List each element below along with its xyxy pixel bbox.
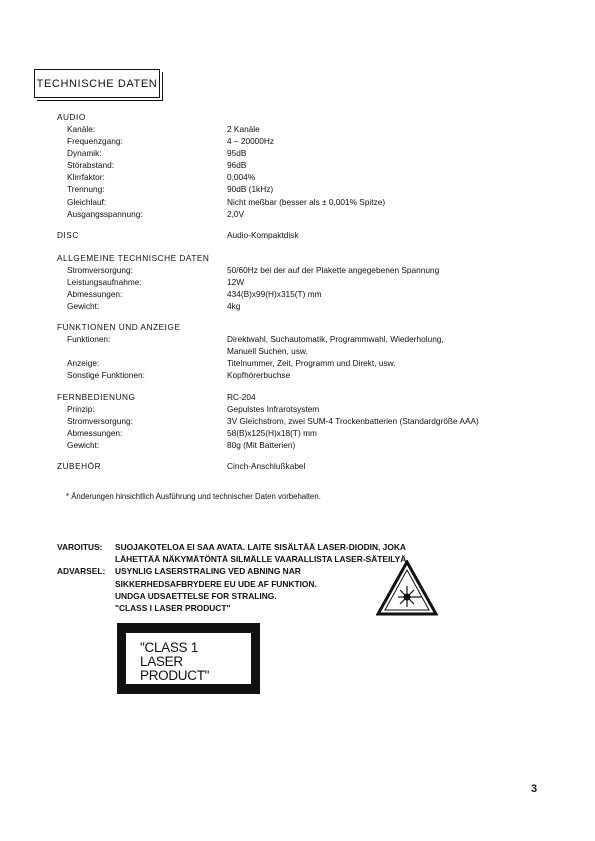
spec-value: Nicht meßbar (besser als ± 0,001% Spitze) [227,196,386,207]
laser-hazard-icon [376,560,438,616]
spec-row [57,333,557,357]
spec-row [57,183,557,195]
section-heading-remote-row [57,391,557,403]
section-accessories [57,460,557,472]
warning-row [57,565,409,577]
spec-row [57,427,557,439]
section-heading-functions: FUNKTIONEN UND ANZEIGE [57,322,181,333]
spec-value: 434(B)x99(H)x315(T) mm [227,288,322,299]
spec-label: Klirrfaktor: [67,172,105,183]
spec-row [57,357,557,369]
spec-row [57,264,557,276]
spec-row [57,300,557,312]
section-disc [57,229,557,241]
spec-value: 58(B)x125(H)x18(T) mm [227,427,317,438]
spec-value: 12W [227,276,245,287]
laser-warnings [57,541,409,614]
spec-label: Abmessungen: [67,427,123,438]
section-remote [57,391,557,451]
spec-row [57,171,557,183]
spec-label: Stromversorgung: [67,415,133,426]
spec-row [57,135,557,147]
section-heading-remote: FERNBEDIENUNG [57,391,136,402]
spec-value: 90dB (1kHz) [227,184,274,195]
spec-value: Audio-Kompaktdisk [227,229,299,240]
spec-row [57,288,557,300]
spec-value: 2,0V [227,208,245,219]
warning-text: UNDGA UDSAETTELSE FOR STRALING. [115,590,277,601]
spec-value: 4 – 20000Hz [227,136,275,147]
spec-list [57,111,557,472]
spec-label: Leistungsaufnahme: [67,276,142,287]
spec-label: Stromversorgung: [67,264,133,275]
section-heading-general: ALLGEMEINE TECHNISCHE DATEN [57,252,210,263]
spec-label: Kanäle: [67,124,96,134]
spec-label: Sonstige Funktionen: [67,370,145,381]
warning-text: LÄHETTÄÄ NÄKYMÄTÖNTÄ SILMÄLLE VAARALLISTA LASER-SÄTEILYÄ. [115,554,409,565]
warning-label-advarsel: ADVARSEL: [57,566,106,577]
page-number: 3 [531,783,538,795]
spec-label: Gewicht: [67,439,100,450]
spec-row [57,159,557,171]
laser-label-text [126,633,251,684]
spec-label: Anzeige: [67,358,100,369]
spec-label: Frequenzgang: [67,136,123,147]
spec-label: Dynamik: [67,148,102,159]
laser-label-line: LASER PRODUCT" [140,654,210,683]
spec-label: Störabstand: [67,160,115,171]
spec-row [57,403,557,415]
spec-label: Abmessungen: [67,288,123,299]
laser-label-line: "CLASS 1 [140,640,198,655]
spec-value: 4kg [227,301,241,312]
spec-value: Gepulstes Infrarotsystem [227,403,320,414]
spec-value: 80g (Mit Batterien) [227,439,296,450]
spec-label: Ausgangsspannung: [67,208,143,219]
warning-text: SUOJAKOTELOA EI SAA AVATA. LAITE SISÄLTÄÄ LASER-DIODIN, JOKA [115,542,406,552]
spec-value: RC-204 [227,391,256,402]
spec-value: 3V Gleichstrom, zwei SUM-4 Trockenbatterien (Standardgröße AAA) [227,415,479,426]
section-heading-accessories: ZUBEHÖR [57,460,102,471]
spec-label: Gewicht: [67,301,100,312]
spec-value: Titelnummer, Zeit, Programm und Direkt, usw. [227,358,396,369]
spec-label: Trennung: [67,184,105,195]
spec-row [57,196,557,208]
spec-row [57,439,557,451]
spec-row [57,415,557,427]
spec-row [57,147,557,159]
warning-label-varoitus: VAROITUS: [57,542,103,552]
spec-value: 95dB [227,148,247,159]
class1-laser-label [117,623,260,694]
warning-text: "CLASS I LASER PRODUCT" [115,603,231,614]
spec-value: Cinch-Anschlußkabel [227,460,306,471]
spec-value: 50/60Hz bei der auf der Plakette angegebenen Spannung [227,264,440,275]
spec-label: Funktionen: [67,334,111,345]
warning-text: USYNLIG LASERSTRALING VED ABNING NAR [115,566,301,577]
spec-row [57,208,557,220]
section-heading-audio: AUDIO [57,112,86,122]
warning-text: SIKKERHEDSAFBRYDERE EU UDE AF FUNKTION. [115,578,317,589]
spec-row [57,123,557,135]
spec-value: 2 Kanäle [227,124,260,134]
spec-value [227,333,557,357]
spec-value: Kopfhörerbuchse [227,370,291,381]
section-functions [57,321,557,381]
section-heading-disc: DISC [57,229,79,240]
page-title: TECHNISCHE DATEN [34,69,160,98]
section-general [57,252,557,312]
warning-row [57,541,409,553]
spec-row [57,369,557,381]
spec-label: Gleichlauf: [67,196,107,207]
spec-value: 96dB [227,160,247,171]
section-audio [57,111,557,220]
spec-value-line: Manuell Suchen, usw. [227,346,308,357]
spec-row [57,276,557,288]
spec-value: 0,004% [227,172,256,183]
spec-label: Prinzip: [67,403,95,414]
spec-value-line: Direktwahl, Suchautomatik, Programmwahl, Wiederholung, [227,334,444,345]
footnote: * Änderungen hinsichtlich Ausführung und technischer Daten vorbehalten. [66,492,321,501]
